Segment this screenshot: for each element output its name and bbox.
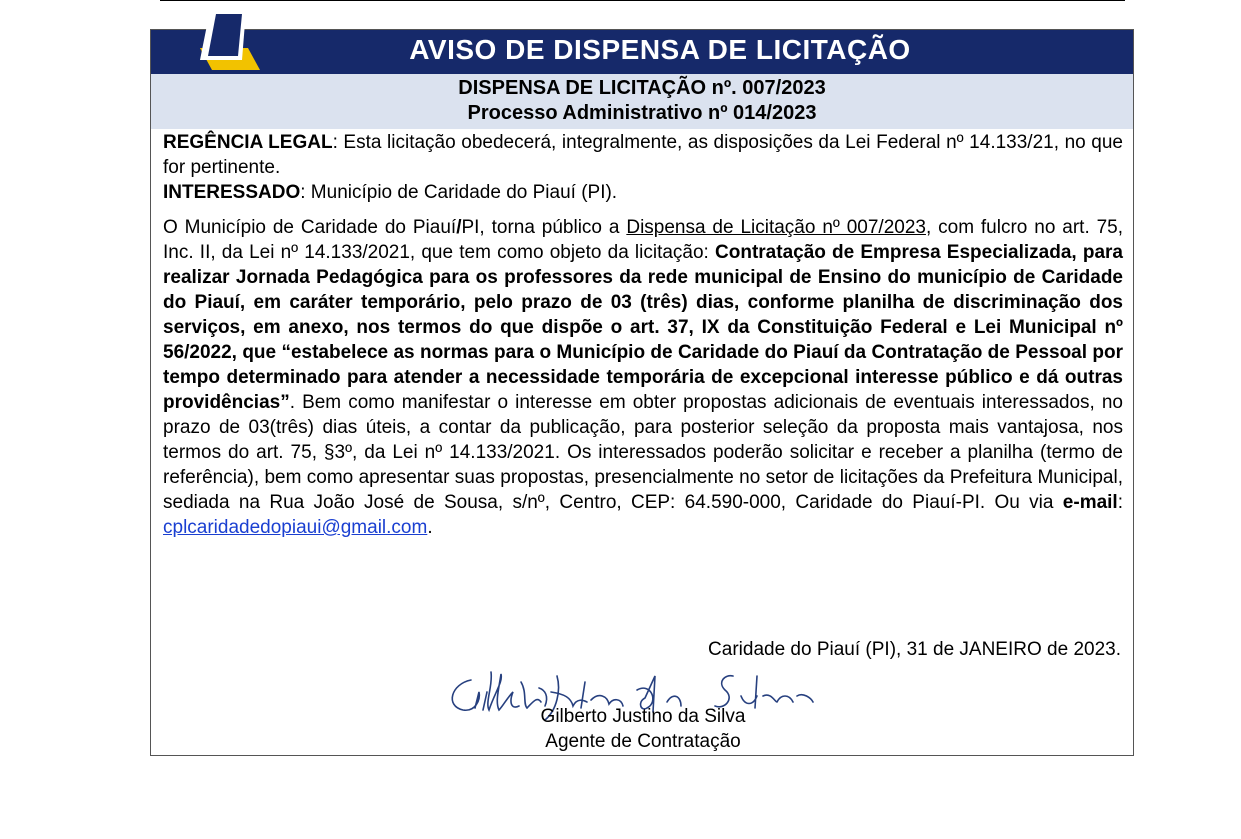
dispensa-reference: Dispensa de Licitação nº 007/2023 [626,217,926,238]
main-paragraph [163,215,1123,540]
dispensa-number: DISPENSA DE LICITAÇÃO nº. 007/2023 [458,77,826,99]
subheader [151,74,1133,129]
interessado-label: INTERESSADO [163,182,301,203]
regencia-label: REGÊNCIA LEGAL [163,132,333,153]
rest-text: . Bem como manifestar o interesse em obter propostas adicionais de eventuais interessados, no prazo de 03(três) dias úteis, a contar da publicação, para posterior seleção da proposta mais vantajosa, nos termos do art. 75, §3º, da Lei nº 14.133/2021. Os interessados poderão solicitar e receber a planilha (termo de referência), bem como apresentar suas propostas, presencialmente no setor de licitações da Prefeitura Municipal, sediada na Rua João José de Sousa, s/nº, Centro, CEP: 64.590-000, Caridade do Piauí-PI. Ou via [163,392,1123,513]
email-label: e-mail [1062,492,1118,513]
signer-name: Gilberto Justino da Silva [540,706,746,727]
title-banner [151,30,1133,74]
signer-role: Agente de Contratação [545,731,741,752]
intro-c: , com fulcro no art. 75, Inc. II, da Lei nº 14.133/2021, que tem como objeto da licitação: [163,217,1124,263]
objeto-text: Contratação de Empresa Especializada, para realizar Jornada Pedagógica para os professores da rede municipal de Ensino do município de Caridade do Piauí, em caráter temporário, pelo prazo de 03 (três) dias, conforme planilha de discriminação dos serviços, em anexo, nos termos do que dispõe o art. 37, IX da Constituição Federal e Lei Municipal nº 56/2022, que “estabelece as normas para o Município de Caridade do Piauí da Contratação de Pessoal por tempo determinado para atender a necessidade temporária de excepcional interesse público e dá outras providências” [163,242,1123,413]
interessado-text: : Município de Caridade do Piauí (PI). [300,182,618,203]
end-period: . [427,517,433,538]
regencia-text: : Esta licitação obedecerá, integralmente, as disposições da Lei Federal nº 14.133/21, no que for pertinente. [163,132,1123,178]
regencia-paragraph [163,130,1123,180]
top-rule [160,0,1125,1]
notice-title: AVISO DE DISPENSA DE LICITAÇÃO [409,34,911,65]
email-link[interactable]: cplcaridadedopiaui@gmail.com [163,517,428,538]
notice-frame [150,29,1134,756]
intro-a: O Município de Caridade do Piauí [163,217,457,238]
email-sep: : [1117,492,1123,513]
date-line: Caridade do Piauí (PI), 31 de JANEIRO de 2023. [708,639,1121,660]
interessado-paragraph [163,180,1123,205]
intro-slash: / [456,217,462,238]
signer-block [493,704,793,754]
intro-b: PI, torna público a [461,217,627,238]
institution-logo [190,8,270,74]
processo-number: Processo Administrativo nº 014/2023 [467,102,817,124]
notice-body [163,130,1123,540]
